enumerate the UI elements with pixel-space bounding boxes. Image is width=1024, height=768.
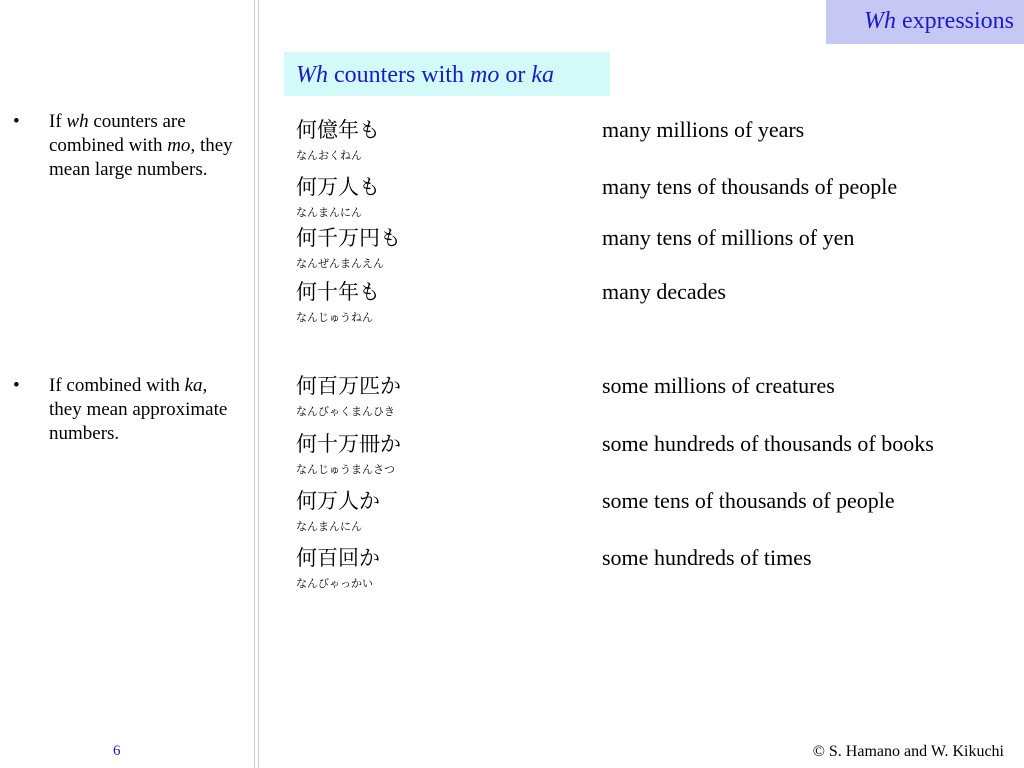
- entry-translation: some millions of creatures: [602, 373, 835, 398]
- entry-japanese: 何百回か: [296, 546, 380, 570]
- subtitle-mo: mo: [469, 62, 500, 88]
- subtitle-text-2: or: [499, 62, 532, 88]
- bullet-text: [49, 374, 239, 446]
- bullet-text-part: If combined with: [49, 375, 185, 396]
- slide-title: [826, 0, 1024, 44]
- entry-translation: some hundreds of times: [602, 545, 812, 570]
- bullet-text: [49, 110, 239, 182]
- subtitle-text-1: counters with: [328, 62, 470, 88]
- entry-reading: なんおくねん: [296, 149, 362, 162]
- entry-reading: なんじゅうまんさつ: [296, 463, 395, 476]
- slide-title-wh: Wh: [864, 8, 897, 34]
- entry-reading: なんまんにん: [296, 520, 362, 533]
- copyright-notice: © S. Hamano and W. Kikuchi: [812, 743, 1004, 760]
- entry-translation: some tens of thousands of people: [602, 488, 895, 513]
- entry-translation: many tens of thousands of people: [602, 174, 898, 199]
- bullet-text-part: If: [49, 111, 67, 132]
- entry-japanese: 何百万匹か: [296, 374, 401, 398]
- entry-reading: なんびゃくまんひき: [296, 405, 395, 418]
- entry-reading: なんまんにん: [296, 206, 362, 219]
- entry-reading: なんじゅうねん: [296, 311, 373, 324]
- section-subtitle: [284, 52, 610, 96]
- bullet-text-em: mo: [167, 135, 191, 156]
- entry-japanese: 何十万冊か: [296, 432, 401, 456]
- subtitle-ka: ka: [531, 62, 554, 88]
- subtitle-wh: Wh: [296, 62, 328, 88]
- bullet-marker: •: [13, 375, 20, 396]
- entry-japanese: 何万人も: [296, 175, 380, 199]
- bullet-text-part: , they mean approximate numbers.: [49, 375, 228, 444]
- entry-japanese: 何万人か: [296, 489, 380, 513]
- entry-japanese: 何十年も: [296, 280, 380, 304]
- bullet-text-em: ka: [184, 375, 203, 396]
- entry-translation: many tens of millions of yen: [602, 225, 855, 250]
- entry-japanese: 何千万円も: [296, 226, 401, 250]
- bullet-text-em: wh: [66, 111, 89, 132]
- bullet-text-part: , they mean large numbers.: [49, 135, 233, 180]
- entry-translation: many millions of years: [602, 117, 805, 142]
- entry-translation: some hundreds of thousands of books: [602, 431, 934, 456]
- slide-title-rest: expressions: [896, 8, 1014, 34]
- bullet-marker: •: [13, 111, 20, 132]
- divider-line-right: [258, 0, 259, 768]
- divider-line-left: [254, 0, 255, 768]
- entry-reading: なんびゃっかい: [296, 577, 373, 590]
- entry-japanese: 何億年も: [296, 118, 380, 142]
- entry-reading: なんぜんまんえん: [296, 257, 384, 270]
- bullet-text-part: counters are combined with: [49, 111, 186, 156]
- page-number: 6: [113, 743, 121, 759]
- entry-translation: many decades: [602, 279, 726, 304]
